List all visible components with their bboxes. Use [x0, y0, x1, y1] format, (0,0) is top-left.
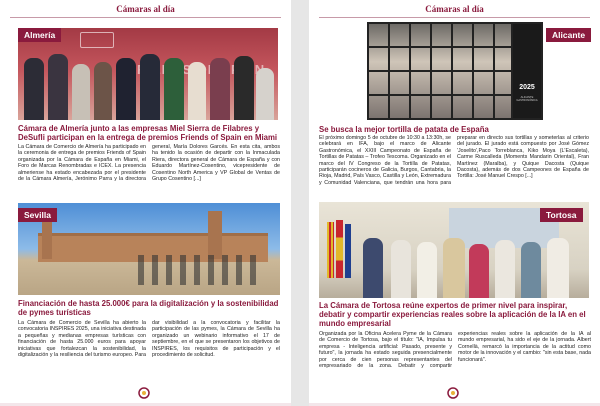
left-page — [0, 0, 291, 406]
chef-portrait-grid — [369, 24, 511, 118]
article-title: Se busca la mejor tortilla de patata de España — [319, 125, 489, 134]
flag — [327, 222, 334, 278]
article-title: Financiación de hasta 25.000€ para la digitalización y la sostenibilidad de pymes turísticas — [18, 299, 279, 317]
person — [391, 240, 411, 298]
article-title: Cámara de Almería junto a las empresas Miel Sierra de Filabres y DeSufli participan en la entrega de premios Friends of Spain en Miami — [18, 124, 278, 142]
friends-of-spain-banner: FRIENDS OF — [128, 62, 217, 77]
article-body: El próximo domingo 5 de octubre de 10:30 a 13:30h, se celebrará en IFA, bajo el marco de Alicante Gastronómica, el XXIII Campeonato de España de Tortillas de Patatas – Trofeo Tescoma. Organizado en el marco del IV Congreso de la Tortilla de Patatas, participarán cocineros de Galicia, Burgos, Cantabria, la Rioja, Madrid, País Vasco, Castilla y León, Extremadura y Comunidad Valenciana, que tendrán una hora para preparar en directo sus tortillas y someterlas al criterio del jurado. El jurado está compuesto por José Gómez 'Joselito',Paco Torreblanca, Kiko Moya (L'Escaleta), Carme Ruscalleda (Moments Mandarin Oriental), Fran Martínez (Maralba), y Quique Dacosta (Quique Dacosta), además de dos Campeones de España de Tortilla: José Manuel Crespo [...] — [319, 135, 589, 186]
people-group — [138, 255, 258, 285]
camara-logo-icon — [439, 386, 467, 400]
person — [469, 244, 489, 298]
person — [521, 242, 541, 298]
person — [94, 62, 112, 120]
region-tag-alicante: Alicante — [546, 28, 591, 42]
person — [417, 242, 437, 298]
person — [363, 238, 383, 298]
sevilla-photo — [18, 203, 280, 295]
region-tag-tortosa: Tortosa — [540, 208, 583, 222]
flag — [345, 224, 351, 278]
article-body: Organizada por la Oficina Acelera Pyme de la Cámara de Comercio de Tortosa, bajo el título: "IA, Impulsa tu empresa - Inteligencia artificial: Pasado, presente y futuro", la jornada ha estado seguida presencialmente por cerca de cien personas representantes del empresariado de la zona. Debatir y compartir experiencias reales sobre la aplicación de la IA al mundo empresarial, ha sido el eje de la jornada. Albert Cornellà, remarcó la importancia de la actitud como motor de la innovación y el cambio: "sin esta base, nada funcionará". — [319, 331, 591, 370]
flag — [336, 220, 343, 278]
person — [72, 64, 90, 120]
article-body: La Cámara de Comercio de Almería ha participado en la ceremonia de entrega de premios Friends of Spain organizada por la Cámara de España en Miami, el Foro de Marcas Renombradas e ICEX. La presencia almeriense ha estado encabezada por el presidente de la Cámara Almería, Jerónimo Parra y la directora general, María Dolores Garcés. En esta cita, ambos ha tenido la ocasión de departir con la Inmaculada Riera, directora general de Cámara de España y con Eduardo Martínez-Cosentino, vicepresidente de Cosentino North America y VP Global de Ventas de Grupo Cosentino [...] — [18, 144, 280, 183]
person — [24, 58, 44, 120]
article-body: La Cámara de Comercio de Sevilla ha abierto la convocatoria INSPIRES 2025, una iniciativa destinada a pequeñas y medianas empresas turísticas con financiación de hasta 25.000 euros para apoyar iniciativas que fortalezcan la sostenibilidad, la digitalización y la resiliencia del turismo europeo. Para dar visibilidad a la convocatoria y facilitar la participación de las pymes, la Cámara de Sevilla ha organizado un webinario informativo el 17 de septiembre, en el que se presentaron los objetivos de INSPIRES, los requisitos de participación y el procedimiento de solicitud. — [18, 320, 280, 359]
person — [495, 240, 515, 298]
person — [188, 62, 206, 120]
camara-logo-icon — [130, 386, 158, 400]
header-divider — [319, 17, 590, 18]
person — [234, 56, 254, 120]
poster-year: 2025 — [519, 84, 535, 91]
region-tag-sevilla: Sevilla — [18, 208, 57, 222]
person — [116, 58, 136, 120]
right-page — [309, 0, 600, 406]
tower — [208, 211, 222, 259]
person — [547, 238, 569, 298]
person — [140, 54, 160, 120]
person — [48, 54, 68, 120]
person — [164, 58, 184, 120]
poster-side-panel — [513, 24, 541, 118]
person — [256, 68, 274, 120]
award-logo — [80, 32, 114, 48]
page-header: Cámaras al día — [425, 4, 484, 14]
alicante-poster — [367, 22, 543, 120]
person — [443, 238, 465, 298]
page-header: Cámaras al día — [116, 4, 175, 14]
tower — [42, 221, 52, 259]
header-divider — [10, 17, 281, 18]
region-tag-almeria: Almería — [18, 28, 61, 42]
poster-caption: ALICANTE GASTRONÓMICA — [516, 96, 538, 103]
person — [210, 58, 230, 120]
article-title: La Cámara de Tortosa reúne expertos de primer nivel para inspirar, debatir y compartir experiencias reales sobre la aplicación de la IA en el mundo empresarial — [319, 301, 586, 328]
